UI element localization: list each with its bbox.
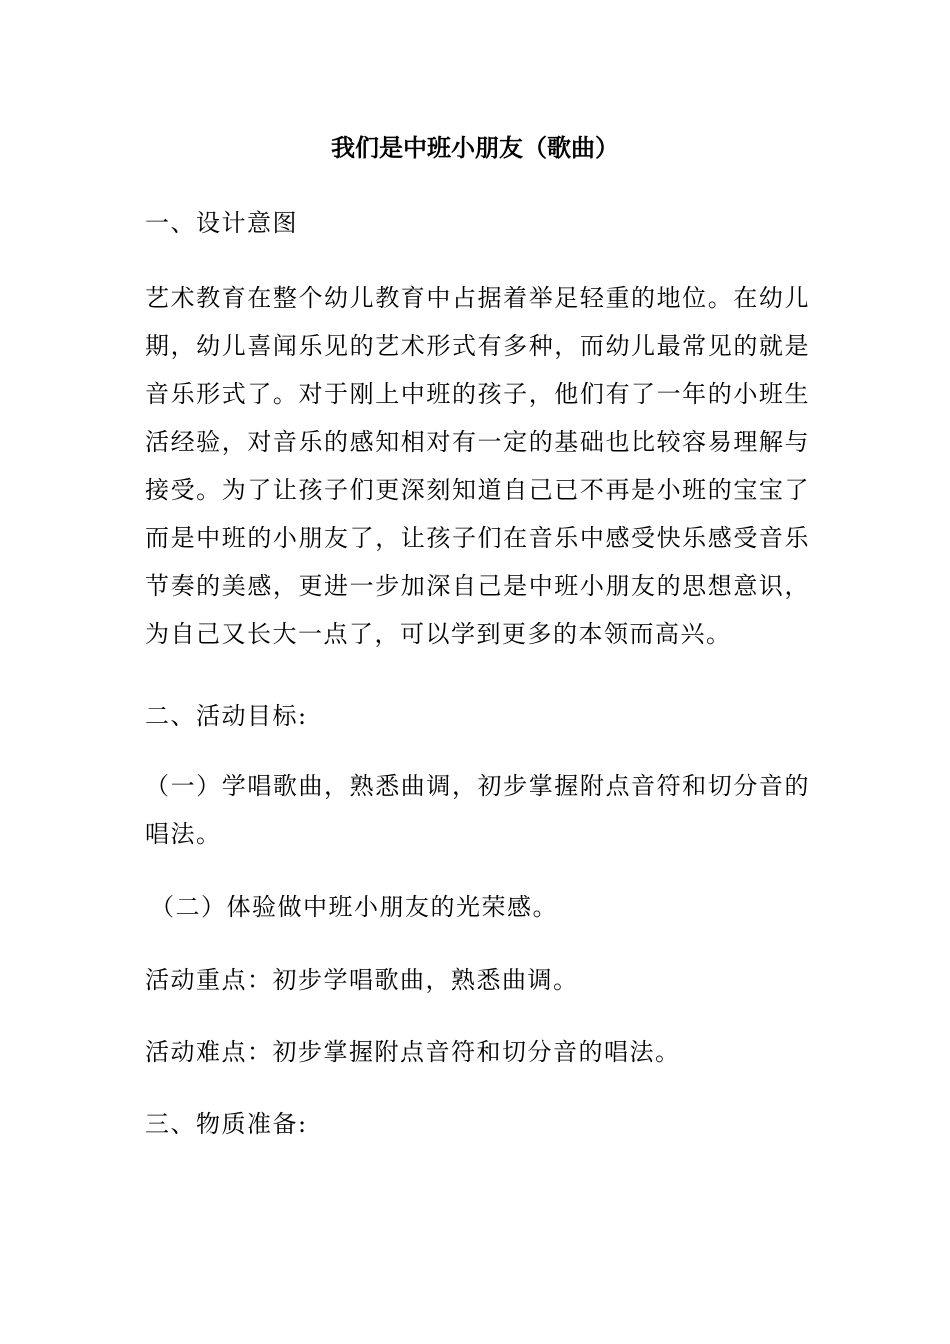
section-heading-material-preparation: 三、物质准备: bbox=[145, 1110, 308, 1138]
activity-key-point: 活动重点：初步学唱歌曲，熟悉曲调。 bbox=[145, 966, 579, 994]
section-heading-design-intent: 一、设计意图 bbox=[145, 209, 298, 237]
design-intent-paragraph: 艺术教育在整个幼儿教育中占据着举足轻重的地位。在幼儿期，幼儿喜闻乐见的艺术形式有多种，而幼儿最常见的就是音乐形式了。对于刚上中班的孩子，他们有了一年的小班生活经验，对音乐的感知相对有一定的基础也比较容易理解与接受。为了让孩子们更深刻知道自己已不再是小班的宝宝了而是中班的小朋友了，让孩子们在音乐中感受快乐感受音乐节奏的美感，更进一步加深自己是中班小朋友的思想意识，为自己又长大一点了，可以学到更多的本领而高兴。 bbox=[145, 284, 810, 648]
activity-difficult-point: 活动难点：初步掌握附点音符和切分音的唱法。 bbox=[145, 1038, 681, 1066]
activity-goal-1: （一）学唱歌曲，熟悉曲调，初步掌握附点音符和切分音的唱法。 bbox=[145, 772, 810, 848]
section-heading-activity-goals: 二、活动目标: bbox=[145, 702, 308, 730]
document-title: 我们是中班小朋友（歌曲） bbox=[331, 133, 619, 162]
activity-goal-2: （二）体验做中班小朋友的光荣感。 bbox=[150, 893, 558, 921]
